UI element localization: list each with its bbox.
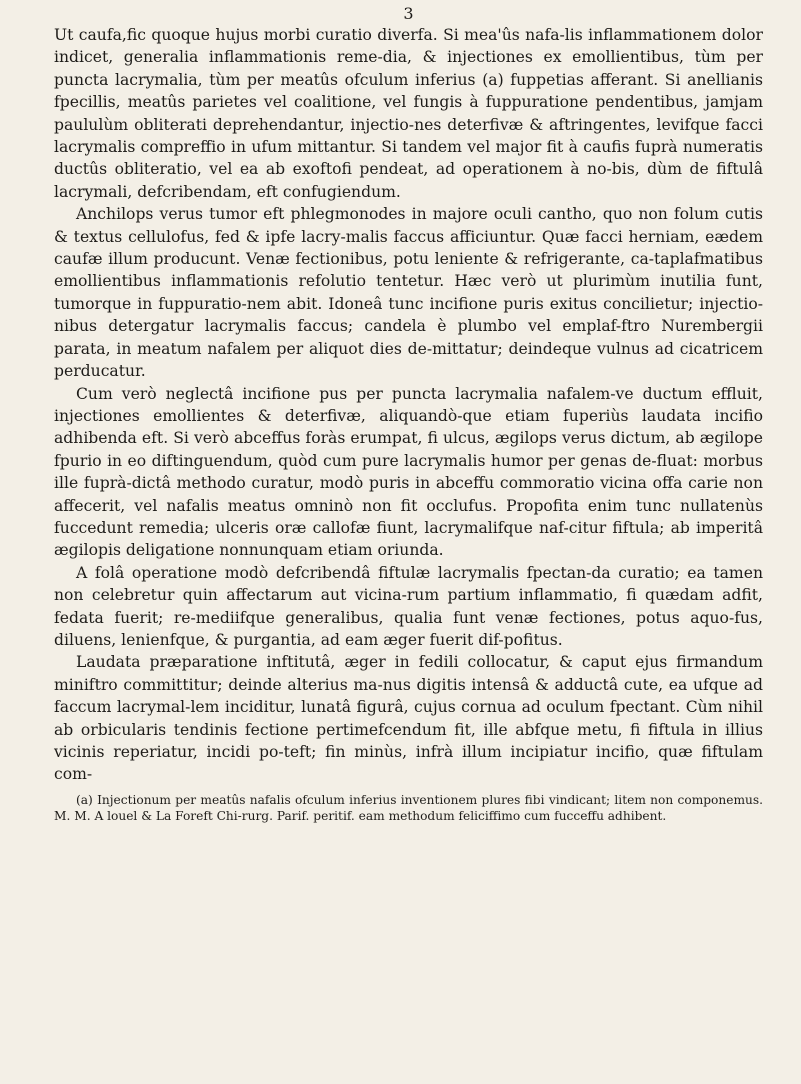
- page-number: 3: [403, 4, 414, 23]
- paragraph-5: Laudata præparatione inftitutâ, æger in fedili collocatur, & caput ejus firmandum miniftro committitur; deinde alterius ma-nus digitis intensâ & adductâ cute, ea ufque ad faccum lacrymal-lem inciditur, lunatâ figurâ, cujus cornua ad oculum fpectant. Cùm nihil ab orbicularis tendinis fectione pertimefcendum fit, ille abfque metu, fi fiftula in illius vicinis reperiatur, incidi po-teft; fin minùs, infrà illum incipiatur incifio, quæ fiftulam com-: [54, 653, 763, 784]
- paragraph-4: A folâ operatione modò defcribendâ fiftulæ lacrymalis fpectan-da curatio; ea tamen non celebretur quin affectarum aut vicina-rum partium inflammatio, fi quædam adfit, fedata fuerit; re-mediifque generalibus, qualia funt venæ fectiones, potus aquo-fus, diluens, lenienfque, & purgantia, ad eam æger fuerit dif-pofitus.: [54, 563, 763, 649]
- paragraph-1: Ut caufa,fic quoque hujus morbi curatio diverfa. Si mea'ûs nafa-lis inflammationem dolor indicet, generalia inflammationis reme-dia, & injectiones ex emollientibus, tùm per puncta lacrymalia, tùm per meatûs ofculum inferius (a) fuppetias afferant. Si anellianis fpecillis, meatûs parietes vel coalitione, vel fungis à fuppuratione pendentibus, jamjam paululùm obliterati deprehendantur, injectio-nes deterfivæ & aftringentes, levifque facci lacrymalis compreffio in ufum mittantur. Si tandem vel major fit à caufis fuprà numeratis ductûs obliteratio, vel ea ab exoftofi pendeat, ad operationem à no-bis, dùm de fiftulâ lacrymali, defcribendam, eft confugiendum.: [54, 26, 763, 201]
- main-text: [54, 24, 763, 786]
- paragraph-2: Anchilops verus tumor eft phlegmonodes in majore oculi cantho, quo non folum cutis & textus cellulofus, fed & ipfe lacry-malis faccus afficiuntur. Quæ facci herniam, eædem caufæ illum producunt. Venæ fectionibus, potu leniente & refrigerante, ca-taplafmatibus emollientibus inflammationis refolutio tentetur. Hæc verò ut plurimùm inutilia funt, tumorque in fuppuratio-nem abit. Idoneâ tunc incifione puris exitus concilietur; injectio-nibus detergatur lacrymalis faccus; candela è plumbo vel emplaf-ftro Nurembergii parata, in meatum nafalem per aliquot dies de-mittatur; deindeque vulnus ad cicatricem perducatur.: [54, 205, 763, 381]
- footnote: (a) Injectionum per meatûs nafalis ofculum inferius inventionem plures fibi vindicant; litem non componemus. M. M. A louel & La Foreft Chi-rurg. Parif. peritif. eam methodum feliciffimo cum fucceffu adhibent.: [54, 792, 763, 824]
- paragraph-3: Cum verò neglectâ incifione pus per puncta lacrymalia nafalem-ve ductum effluit, injectiones emollientes & deterfivæ, aliquandò-que etiam fuperiùs laudata incifio adhibenda eft. Si verò abceffus foràs erumpat, fi ulcus, ægilops verus dictum, ab ægilope fpurio in eo diftinguendum, quòd cum pure lacrymalis humor per genas de-fluat: morbus ille fuprà-dictâ methodo curatur, modò puris in abceffu commoratio vicina offa carie non affecerit, vel nafalis meatus omninò non fit occlufus. Propofita enim tunc nullatenùs fuccedunt remedia; ulceris oræ callofæ fiunt, lacrymalifque naf-citur fiftula; ab imperitâ ægilopis deligatione nonnunquam etiam oriunda.: [54, 384, 763, 560]
